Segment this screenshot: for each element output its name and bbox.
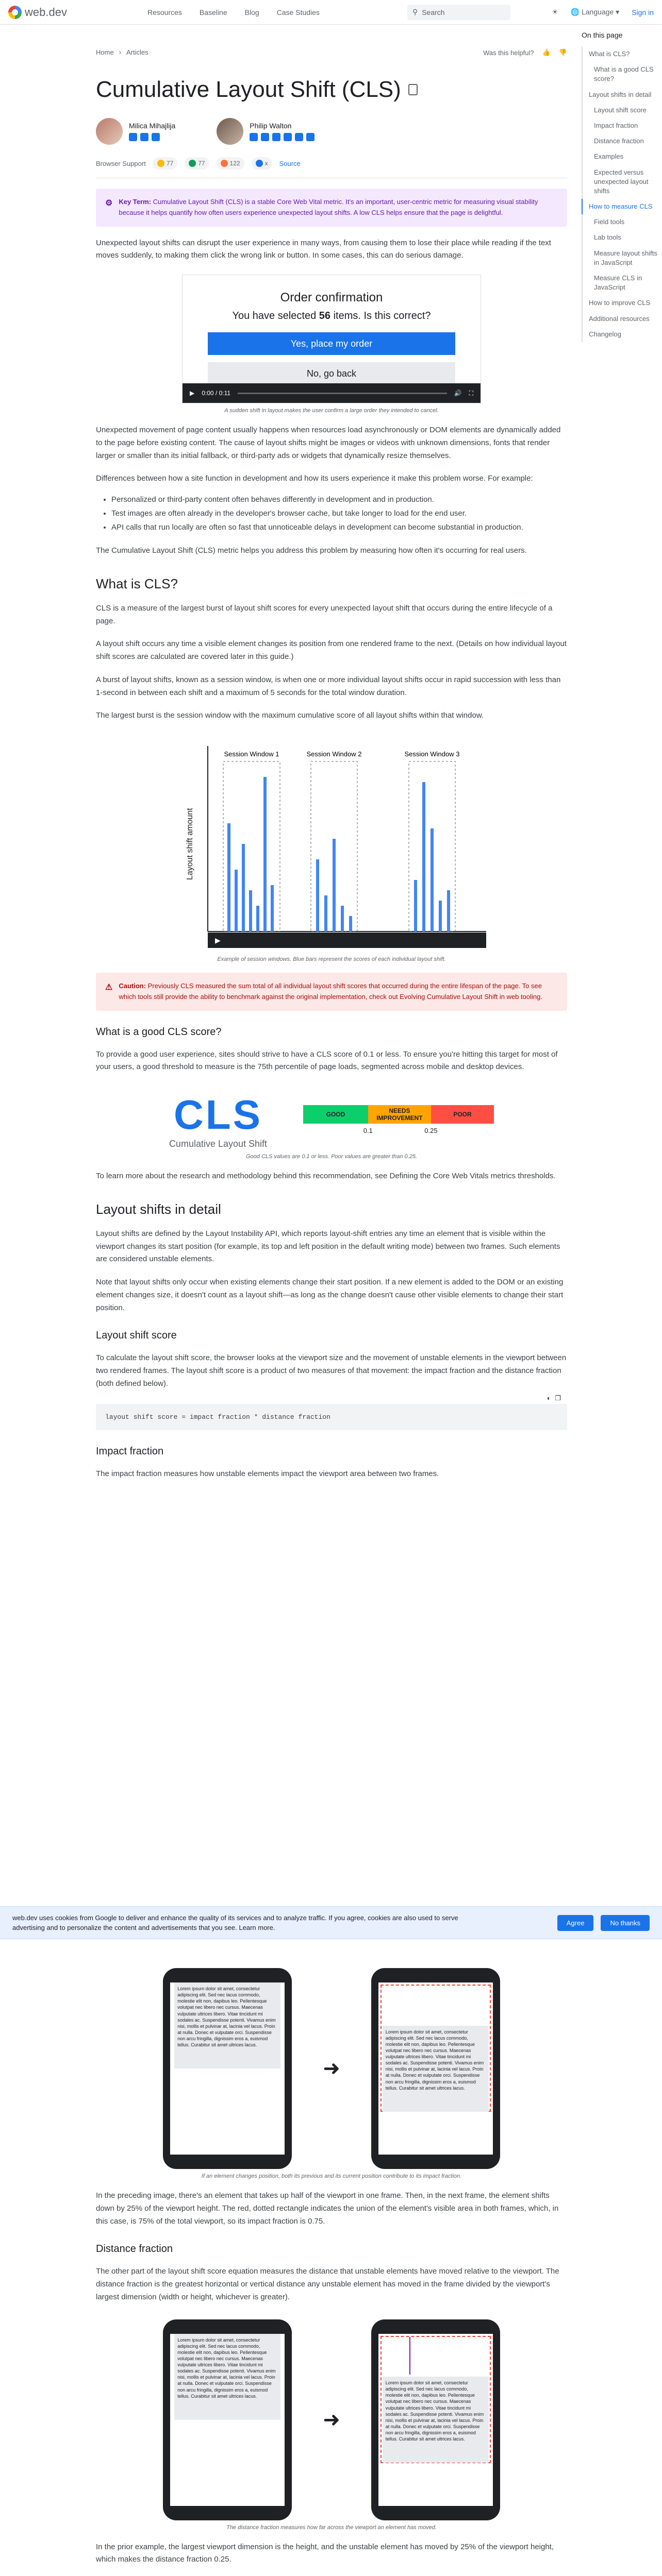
author-name[interactable]: Milica Mihajlija	[129, 122, 176, 130]
toc-item[interactable]: Additional resources	[582, 311, 659, 327]
impact-caption: If an element changes position, both its previous and its current position contribute to its impact fraction.	[201, 2173, 462, 2179]
fullscreen-icon[interactable]: ⛶	[469, 389, 473, 397]
phone-frame	[371, 2319, 500, 2520]
heading-layout-shift-score: Layout shift score	[96, 1330, 177, 1342]
article-continued	[96, 1953, 567, 2576]
paragraph: A layout shift occurs any time a visible element changes its position from one rendered frame to the next. (Details on how individual layout shift scores are calculated are covered later in this guide.)	[96, 639, 567, 662]
heading-layout-shifts-detail: Layout shifts in detail	[96, 1201, 221, 1217]
shift-bar	[349, 916, 352, 931]
toc-item[interactable]: Layout shifts in detail	[582, 87, 659, 103]
caution-label: Caution:	[119, 982, 146, 990]
arrow-right-icon: ➜	[323, 2057, 340, 2080]
paragraph: The Cumulative Layout Shift (CLS) metric helps you address this problem by measuring how often it's occurring for real users.	[96, 546, 527, 555]
heading-impact-fraction: Impact fraction	[96, 1445, 164, 1457]
threshold-tick: 0.25	[424, 1126, 438, 1134]
shift-bar	[242, 844, 245, 931]
caution-callout	[96, 973, 567, 1011]
heading-good-cls: What is a good CLS score?	[96, 1026, 222, 1038]
video-controls	[183, 383, 481, 403]
bullet-list	[111, 493, 567, 534]
nav-baseline[interactable]: Baseline	[199, 8, 227, 16]
page-title-text: Cumulative Layout Shift (CLS)	[96, 77, 401, 102]
theme-toggle-icon[interactable]: ☀	[552, 8, 558, 16]
window-label: Session Window 2	[306, 750, 362, 758]
key-term-callout	[96, 189, 567, 227]
web-dev-logo-icon	[8, 6, 22, 19]
social-icon[interactable]	[129, 133, 137, 141]
sign-in-link[interactable]: Sign in	[632, 8, 654, 16]
browser-firefox: 122	[217, 157, 244, 170]
good-segment: GOOD	[303, 1105, 368, 1124]
browser-edge: 77	[185, 157, 209, 170]
key-icon: ⚙	[105, 199, 113, 208]
warning-icon: ⚠	[105, 983, 113, 992]
social-icon[interactable]	[295, 133, 303, 141]
site-logo[interactable]	[8, 6, 96, 19]
shift-bar	[431, 828, 434, 931]
search-input[interactable]	[407, 5, 510, 20]
formula-code: layout shift score = impact fraction * distance fraction	[105, 1413, 330, 1421]
key-term-text: Cumulative Layout Shift (CLS) is a stable Core Web Vital metric. It's an important, user-centric metric for measuring visual stability because it helps quantify how often users experience unexpected layout shifts. A low CLS helps ensure that the page is delightful.	[119, 198, 538, 216]
nav-blog[interactable]: Blog	[244, 8, 259, 16]
browser-safari: x	[252, 157, 272, 170]
toc-item[interactable]: Measure layout shifts in JavaScript	[582, 246, 659, 270]
intro-paragraph: Unexpected layout shifts can disrupt the user experience in many ways, from causing them to lose their place while reading if the text moves suddenly, to making them click the wrong link or button. In some cases, this can do serious damage.	[96, 238, 551, 260]
social-icon[interactable]	[140, 133, 148, 141]
paragraph: Note that layout shifts only occur when existing elements change their start position. If a new element is added to the DOM or an existing element changes size, it doesn't count as a layout shift—as long as the change doesn't cause other visible elements to change their start position.	[96, 1278, 564, 1312]
paragraph: A burst of layout shifts, known as a session window, is when one or more individual layout shifts occur in rapid succession with less than 1-second in between each shift and a maximum of 5 seconds for the total window duration.	[96, 675, 561, 697]
paragraph: To provide a good user experience, sites should strive to have a CLS score of 0.1 or less. To ensure you're hitting this target for most of your users, a good threshold to measure is the 75th percentile of page loads, segmented across mobile and desktop devices.	[96, 1049, 558, 1072]
safari-icon	[256, 160, 263, 167]
chart-caption: Example of session windows. Blue bars represent the scores of each individual layout shift.	[217, 956, 446, 963]
shift-bar	[235, 870, 238, 931]
author-card	[96, 118, 175, 145]
top-app-bar	[0, 0, 662, 25]
paragraph: In the prior example, the largest viewport dimension is the height, and the unstable element has moved by 25% of the viewport height, which makes the distance fraction 0.25.	[96, 2542, 554, 2564]
session-window-svg	[172, 736, 491, 952]
code-block	[96, 1394, 567, 1430]
shift-bar	[316, 859, 319, 931]
social-icon[interactable]	[152, 133, 160, 141]
logo-text: web.dev	[25, 5, 67, 19]
thumb-down-icon[interactable]: 👎	[558, 48, 567, 56]
shift-bar	[341, 906, 344, 931]
phone-frame	[163, 2319, 292, 2520]
edge-icon	[189, 160, 196, 167]
browser-chrome: 77	[153, 157, 177, 170]
language-select[interactable]: 🌐 Language ▾	[570, 8, 620, 16]
heading-distance-fraction: Distance fraction	[96, 2243, 173, 2255]
video-time: 0:00 / 0:11	[202, 389, 231, 397]
firefox-icon	[221, 160, 228, 167]
social-icon[interactable]	[272, 133, 280, 141]
impact-fraction-figure	[96, 1968, 567, 2169]
shift-bar	[333, 839, 336, 931]
cls-graphic-caption: Good CLS values are 0.1 or less. Poor values are greater than 0.25.	[245, 1154, 418, 1160]
heading-what-is-cls: What is CLS?	[96, 575, 178, 591]
social-icon[interactable]	[250, 133, 258, 141]
cookie-no-thanks-button[interactable]: No thanks	[601, 1915, 650, 1931]
shift-bar	[271, 885, 274, 931]
key-term-label: Key Term:	[119, 198, 151, 206]
video-order-title: Order confirmation	[280, 291, 383, 305]
play-icon[interactable]: ▶	[215, 936, 221, 945]
chrome-icon	[157, 160, 164, 167]
avatar	[96, 118, 123, 145]
session-window-chart	[172, 736, 491, 952]
page-title	[96, 77, 567, 103]
social-icon[interactable]	[261, 133, 269, 141]
avatar	[217, 118, 243, 145]
browser-support-label: Browser Support	[96, 159, 146, 167]
cookie-text: web.dev uses cookies from Google to deliver and enhance the quality of its services and to analyze traffic. If you agree, cookies are also used to serve advertising and to personalize the content and advertisements that you see. Learn more.	[12, 1913, 458, 1931]
shift-bar	[249, 890, 252, 931]
play-icon[interactable]: ▶	[190, 389, 195, 397]
table-of-contents	[582, 31, 659, 342]
authors	[96, 118, 567, 145]
search-icon: ⚲	[412, 8, 418, 16]
rating-prompt: Was this helpful?	[483, 48, 534, 57]
phone-frame	[163, 1968, 292, 2169]
video-order-subtitle: You have selected 56 items. Is this correct?	[232, 310, 431, 322]
helpful-rating	[483, 48, 567, 57]
shift-bar	[414, 880, 417, 931]
language-label: Language	[581, 8, 614, 16]
shift-bar	[227, 823, 230, 931]
source-link[interactable]: Source	[279, 159, 301, 167]
list-item: • Personalized or third-party content often behaves differently in development and in production.	[111, 493, 567, 506]
caution-text: Previously CLS measured the sum total of all individual layout shift scores that occurred during the entire lifespan of the page. To see which tools still provide the ability to benchmark against the original implementation, check out Evolving Cumulative Layout Shift in web tooling.	[119, 982, 542, 1001]
toc-item[interactable]: Expected versus unexpected layout shifts	[582, 165, 659, 199]
toc-item[interactable]: Examples	[582, 149, 659, 164]
paragraph: To calculate the layout shift score, the browser looks at the viewport size and the movement of unstable elements in the viewport between two rendered frames. The layout shift score is a product of two measures of that movement: the impact fraction and the distance fraction (both defined below).	[96, 1353, 567, 1388]
shift-bars	[227, 777, 450, 931]
cls-threshold-graphic	[96, 1091, 567, 1149]
toc-item[interactable]: Distance fraction	[582, 133, 659, 149]
breadcrumb-home[interactable]: Home	[96, 48, 114, 56]
shift-bar	[422, 782, 425, 931]
paragraph: In the preceding image, there's an element that takes up half of the viewport in one frame. Then, in the next frame, the element shifts down by 25% of the viewport height. The red, dotted rectangle indicates the union of the element's visible area in both frames, which, in this case, is 75% of the total viewport, so its impact fraction is 0.75.	[96, 2191, 559, 2226]
paragraph: To learn more about the research and methodology behind this recommendation, see Defining the Core Web Vitals metrics thresholds.	[96, 1172, 556, 1181]
shift-bar	[447, 890, 450, 931]
lorem-block: Lorem ipsum dolor sit amet, consectetur adipiscing elit. Sed nec lacus commodo, molestie elit non, dapibus leo. Pellentesque volutpat nec libero nec cursus. Maecenas vulputate ultrices libero. Vitae tincidunt mi sodales ac. Suspendisse potenti. Vivamus enim nisi, mollis et pulvinar at, lacinia vel lacus. Proin at nulla. Donec et vulputate orci. Suspendisse non arcu fringilla, dignissim eros a, euismod tellus. Curabitur sit amet ultrices lacus.	[383, 2377, 489, 2463]
shift-bar	[256, 906, 259, 931]
shift-bar	[324, 895, 327, 931]
lorem-block: Lorem ipsum dolor sit amet, consectetur adipiscing elit. Sed nec lacus commodo, molestie elit non, dapibus leo. Pellentesque volutpat nec libero nec cursus. Maecenas vulputate ultrices libero. Vitae tincidunt mi sodales ac. Suspendisse potenti. Vivamus enim nisi, mollis et pulvinar at, lacinia vel lacus. Proin at nulla. Donec et vulputate orci. Suspendisse non arcu fringilla, dignissim eros a, euismod tellus. Curabitur sit amet ultrices lacus.	[174, 2334, 280, 2420]
paragraph: The other part of the layout shift score equation measures the distance that unstable elements have moved relative to the viewport. The distance fraction is the greatest horizontal or vertical distance any unstable element has moved in the frame divided by the viewport's largest dimension (width or height, whichever is greater).	[96, 2267, 559, 2301]
lorem-block: Lorem ipsum dolor sit amet, consectetur adipiscing elit. Sed nec lacus commodo, molestie elit non, dapibus leo. Pellentesque volutpat nec libero nec cursus. Maecenas vulputate ultrices libero. Vitae tincidunt mi sodales ac. Suspendisse potenti. Vivamus enim nisi, mollis et pulvinar at, lacinia vel lacus. Proin at nulla. Donec et vulputate orci. Suspendisse non arcu fringilla, dignissim eros a, euismod tellus. Curabitur sit amet ultrices lacus.	[383, 2026, 489, 2112]
phone-frame	[371, 1968, 500, 2169]
window-label: Session Window 1	[224, 750, 279, 758]
video-cancel-button: No, go back	[208, 362, 455, 385]
cls-logo-subtitle: Cumulative Layout Shift	[169, 1139, 268, 1149]
toc-item[interactable]: What is CLS?	[582, 46, 659, 62]
cls-logo	[169, 1091, 267, 1149]
paragraph: Unexpected movement of page content usually happens when resources load asynchronously or DOM elements are dynamically added to the page before existing content. The cause of layout shifts might be images or videos with unknown dimensions, fonts that render larger or smaller than its initial fallback, or third-party ads or widgets that dynamically resize themselves.	[96, 426, 561, 460]
video-progress[interactable]	[238, 393, 447, 394]
paragraph: The largest burst is the session window with the maximum cumulative score of all layout shifts within that window.	[96, 711, 484, 720]
author-name[interactable]: Philip Walton	[250, 122, 292, 130]
search-placeholder: Search	[422, 8, 445, 16]
distance-arrow	[409, 2337, 410, 2375]
threshold-bar	[303, 1105, 494, 1136]
social-icon[interactable]	[284, 133, 292, 141]
toc-item[interactable]: Layout shift score	[582, 103, 659, 118]
paragraph: CLS is a measure of the largest burst of layout shift scores for every unexpected layout shift that occurs during the entire lifecycle of a page.	[96, 603, 553, 625]
window-label: Session Window 3	[404, 750, 460, 758]
poor-segment: POOR	[431, 1105, 494, 1124]
video-confirm-button: Yes, place my order	[208, 332, 455, 355]
toc-item[interactable]: How to improve CLS	[582, 295, 659, 311]
list-item: • API calls that run locally are often so fast that unnoticeable delays in development can become substantial in production.	[111, 520, 567, 534]
chart-video-controls	[208, 933, 486, 948]
list-item: • Test images are often already in the developer's browser cache, but take longer to load for the end user.	[111, 506, 567, 520]
toc-item[interactable]: Measure CLS in JavaScript	[582, 270, 659, 295]
shift-bar	[263, 777, 267, 931]
copy-code-icon[interactable]: ◐ ❐	[547, 1394, 561, 1402]
cls-logo-text: CLS	[173, 1092, 262, 1138]
thumb-up-icon[interactable]: 👍	[542, 48, 551, 56]
nav-case-studies[interactable]: Case Studies	[276, 8, 320, 16]
y-axis-label: Layout shift amount	[186, 808, 194, 880]
toc-item-active[interactable]: How to measure CLS	[582, 199, 659, 214]
breadcrumb-articles[interactable]: Articles	[126, 48, 148, 56]
article	[96, 48, 567, 1480]
paragraph: Differences between how a site function in development and how its users experience it make this problem worse. For example:	[96, 474, 533, 483]
main-nav	[147, 8, 320, 16]
paragraph: Layout shifts are defined by the Layout Instability API, which reports layout-shift entries any time an element that is visible within the viewport changes its start position (for example, its top and left position in the default writing mode) between two frames. Such elements are considered unstable elements.	[96, 1229, 560, 1264]
bookmark-icon[interactable]	[408, 84, 418, 95]
chevron-right-icon: ›	[119, 48, 122, 56]
distance-fraction-figure	[96, 2319, 567, 2520]
video-caption: A sudden shift in layout makes the user confirm a large order they intended to cancel.	[224, 408, 439, 414]
demo-video[interactable]	[182, 275, 481, 403]
social-icon[interactable]	[306, 133, 315, 141]
nav-resources[interactable]: Resources	[147, 8, 182, 16]
toc-item[interactable]: Impact fraction	[582, 118, 659, 133]
threshold-tick: 0.1	[363, 1126, 373, 1134]
browser-support	[96, 157, 567, 170]
arrow-right-icon: ➜	[323, 2408, 340, 2431]
toc-item[interactable]: Lab tools	[582, 230, 659, 245]
needs-improvement-segment: NEEDS IMPROVEMENT	[368, 1105, 431, 1124]
volume-icon[interactable]: 🔊	[454, 389, 462, 397]
shift-bar	[439, 901, 442, 931]
cookie-banner	[0, 1906, 662, 1939]
lorem-block: Lorem ipsum dolor sit amet, consectetur adipiscing elit. Sed nec lacus commodo, molestie elit non, dapibus leo. Pellentesque volutpat nec libero nec cursus. Maecenas vulputate ultrices libero. Vitae tincidunt mi sodales ac. Suspendisse potenti. Vivamus enim nisi, mollis et pulvinar at, lacinia vel lacus. Proin at nulla. Donec et vulputate orci. Suspendisse non arcu fringilla, dignissim eros a, euismod tellus. Curabitur sit amet ultrices lacus.	[174, 1982, 280, 2069]
toc-item[interactable]: Changelog	[582, 327, 659, 342]
author-card	[217, 118, 315, 145]
toc-heading: On this page	[582, 31, 623, 39]
toc-item[interactable]: Field tools	[582, 214, 659, 230]
toc-item[interactable]: What is a good CLS score?	[582, 62, 659, 87]
cookie-agree-button[interactable]: Agree	[557, 1915, 594, 1931]
paragraph: The impact fraction measures how unstable elements impact the viewport area between two frames.	[96, 1469, 439, 1478]
distance-caption: The distance fraction measures how far across the viewport an element has moved.	[226, 2524, 437, 2531]
